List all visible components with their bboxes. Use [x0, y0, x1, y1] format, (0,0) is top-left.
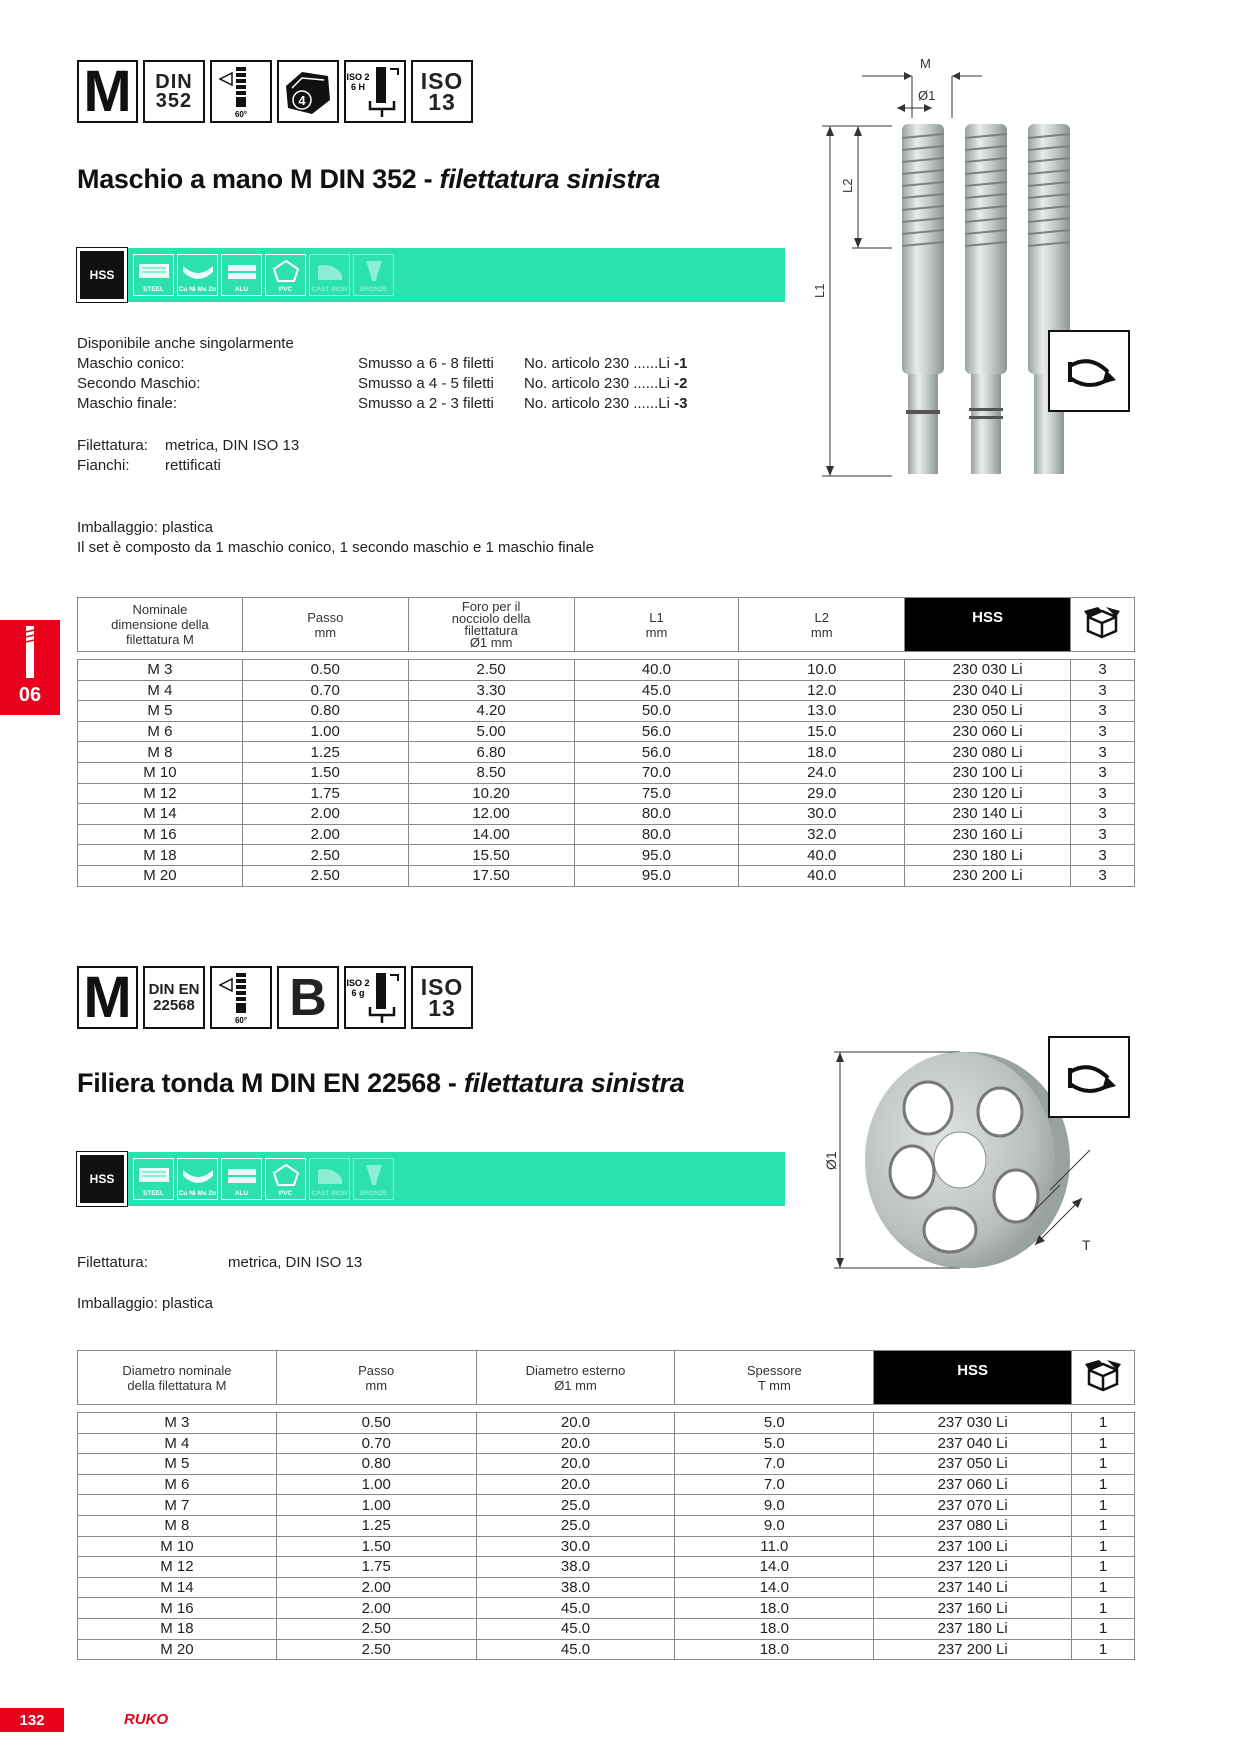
table-cell: M 16 [78, 1598, 277, 1619]
table-cell: 3.30 [408, 680, 574, 701]
table-cell: 12.00 [408, 804, 574, 825]
table-cell: 237 160 Li [874, 1598, 1072, 1619]
din-en-standard-badge: DIN EN 22568 [143, 966, 205, 1029]
table-cell: 1 [1072, 1598, 1135, 1619]
table-cell: 230 030 Li [905, 660, 1071, 681]
table-cell: 9.0 [675, 1515, 874, 1536]
material-pvc-icon: PVC [265, 254, 306, 296]
table-cell: 7.0 [675, 1454, 874, 1475]
table-cell: 20.0 [476, 1454, 675, 1475]
form-b-badge: B [277, 966, 339, 1029]
table-cell: M 10 [78, 1536, 277, 1557]
table-cell: 230 200 Li [905, 865, 1071, 886]
left-hand-thread-icon [1048, 1036, 1130, 1118]
thread-label: Filettatura: [77, 1254, 148, 1271]
table-cell: 12.0 [739, 680, 905, 701]
table-cell: 45.0 [476, 1618, 675, 1639]
taps-diagram [812, 58, 1132, 478]
table-cell: 237 030 Li [874, 1413, 1072, 1434]
table-row [78, 1536, 1135, 1557]
variant-name: Maschio finale: [77, 395, 178, 412]
table-cell: 3 [1071, 865, 1135, 886]
variant-chamfer: Smusso a 4 - 5 filetti [358, 375, 494, 392]
table-cell: 40.0 [574, 660, 739, 681]
table-cell: 230 080 Li [905, 742, 1071, 763]
table-cell: 1 [1072, 1557, 1135, 1578]
table-cell: 3 [1071, 804, 1135, 825]
svg-text:60°: 60° [234, 1015, 248, 1025]
svg-text:Ø1: Ø1 [918, 88, 936, 103]
table-cell: 18.0 [675, 1598, 874, 1619]
table-cell: M 3 [78, 1413, 277, 1434]
variant-name: Maschio conico: [77, 355, 185, 372]
table-cell: 17.50 [408, 865, 574, 886]
package-box-icon [1084, 607, 1120, 639]
table-cell: M 8 [78, 1515, 277, 1536]
flanks-value: rettificati [165, 457, 221, 474]
material-bronze-icon: BRONZE [353, 1158, 394, 1200]
table-cell: 237 040 Li [874, 1433, 1072, 1454]
table-cell: 45.0 [574, 680, 739, 701]
table-row [78, 1495, 1135, 1516]
svg-text:L1: L1 [812, 283, 827, 298]
table-cell: 2.00 [276, 1598, 476, 1619]
table-cell: 3 [1071, 824, 1135, 845]
table-cell: 80.0 [574, 824, 739, 845]
table-cell: M 20 [78, 865, 243, 886]
table-cell: 230 100 Li [905, 762, 1071, 783]
table-cell: 95.0 [574, 845, 739, 866]
table-cell: M 6 [78, 721, 243, 742]
svg-text:ISO 2: ISO 2 [346, 71, 370, 82]
table-cell: M 12 [78, 1557, 277, 1578]
table-cell: 0.80 [242, 701, 408, 722]
table-cell: 20.0 [476, 1413, 675, 1434]
hss-badge: HSS [77, 248, 127, 302]
table-cell: 30.0 [739, 804, 905, 825]
table-cell: 2.50 [242, 865, 408, 886]
chamfer-form-icon [277, 60, 339, 123]
table-row [78, 1474, 1135, 1495]
table-cell: 20.0 [476, 1474, 675, 1495]
table-cell: 15.0 [739, 721, 905, 742]
table-cell: 237 140 Li [874, 1577, 1072, 1598]
table-cell: 237 120 Li [874, 1557, 1072, 1578]
svg-text:Ø1: Ø1 [823, 1151, 839, 1170]
table-cell: 20.0 [476, 1433, 675, 1454]
table-cell: 18.0 [739, 742, 905, 763]
table-cell: M 8 [78, 742, 243, 763]
page-title: Maschio a mano M DIN 352 - filettatura sinistra [77, 164, 661, 194]
table-cell: 2.50 [242, 845, 408, 866]
table-cell: 3 [1071, 701, 1135, 722]
table-cell: 2.50 [276, 1618, 476, 1639]
table-cell: 40.0 [739, 865, 905, 886]
table-row [78, 1618, 1135, 1639]
material-steel-icon: STEEL [133, 1158, 174, 1200]
table-row [78, 865, 1135, 886]
table-cell: M 16 [78, 824, 243, 845]
table-cell: 230 140 Li [905, 804, 1071, 825]
variant-article: No. articolo 230 ......Li -2 [524, 375, 688, 392]
table-cell: 237 060 Li [874, 1474, 1072, 1495]
table-cell: 0.80 [276, 1454, 476, 1475]
table-row [78, 721, 1135, 742]
table-cell: 1.75 [276, 1557, 476, 1578]
flanks-label: Fianchi: [77, 457, 130, 474]
table-row [78, 783, 1135, 804]
set-note: Il set è composto da 1 maschio conico, 1 secondo maschio e 1 maschio finale [77, 539, 594, 556]
table-cell: 1.00 [276, 1495, 476, 1516]
svg-text:ISO 2: ISO 2 [346, 977, 370, 988]
table-cell: 95.0 [574, 865, 739, 886]
table-cell: 14.0 [675, 1557, 874, 1578]
table-row [78, 1515, 1135, 1536]
hss-badge: HSS [77, 1152, 127, 1206]
table-cell: M 14 [78, 1577, 277, 1598]
table-cell: 2.00 [276, 1577, 476, 1598]
variant-article: No. articolo 230 ......Li -3 [524, 395, 688, 412]
thread-m-icon: M [77, 60, 138, 123]
die-table [77, 1412, 1135, 1660]
table-cell: 24.0 [739, 762, 905, 783]
table-cell: 230 060 Li [905, 721, 1071, 742]
variant-name: Secondo Maschio: [77, 375, 201, 392]
table-row [78, 1639, 1135, 1660]
table-cell: M 18 [78, 845, 243, 866]
material-bronze-icon: BRONZE [353, 254, 394, 296]
table-cell: 237 180 Li [874, 1618, 1072, 1639]
svg-text:4: 4 [298, 92, 306, 108]
table-cell: 1 [1072, 1495, 1135, 1516]
table-cell: 3 [1071, 783, 1135, 804]
table-cell: 3 [1071, 845, 1135, 866]
thread-value: metrica, DIN ISO 13 [228, 1254, 363, 1271]
table-cell: 1 [1072, 1618, 1135, 1639]
material-alu-icon: ALU [221, 254, 262, 296]
table-cell: 38.0 [476, 1577, 675, 1598]
material-bar [77, 248, 785, 302]
material-copper-icon: Cu Ni Ms Zn [177, 254, 218, 296]
table-cell: 8.50 [408, 762, 574, 783]
package-box-icon [1085, 1360, 1121, 1392]
table-cell: 0.70 [242, 680, 408, 701]
tolerance-icon [344, 60, 406, 123]
table-cell: M 20 [78, 1639, 277, 1660]
table-cell: 15.50 [408, 845, 574, 866]
table-cell: M 14 [78, 804, 243, 825]
brand-logo: RUKO [124, 1711, 169, 1728]
table-row [78, 1413, 1135, 1434]
material-steel-icon: STEEL [133, 254, 174, 296]
tap-tool-icon [22, 626, 38, 678]
table-cell: 13.0 [739, 701, 905, 722]
packaging-note: Imballaggio: plastica [77, 519, 213, 536]
table-cell: 5.0 [675, 1413, 874, 1434]
variant-chamfer: Smusso a 6 - 8 filetti [358, 355, 494, 372]
table-cell: 1.25 [242, 742, 408, 763]
table-cell: 0.50 [242, 660, 408, 681]
table-cell: 30.0 [476, 1536, 675, 1557]
table-cell: 5.0 [675, 1433, 874, 1454]
tap-table [77, 659, 1135, 887]
variant-article: No. articolo 230 ......Li -1 [524, 355, 688, 372]
table-cell: 25.0 [476, 1495, 675, 1516]
table-cell: 25.0 [476, 1515, 675, 1536]
table-cell: 3 [1071, 680, 1135, 701]
table-cell: 1.00 [242, 721, 408, 742]
table-cell: 1 [1072, 1433, 1135, 1454]
table-cell: 10.0 [739, 660, 905, 681]
table-row [78, 845, 1135, 866]
table-cell: M 4 [78, 1433, 277, 1454]
table-cell: 2.00 [242, 804, 408, 825]
table-cell: 9.0 [675, 1495, 874, 1516]
table-row [78, 824, 1135, 845]
table-cell: 1 [1072, 1639, 1135, 1660]
table-cell: 18.0 [675, 1639, 874, 1660]
table-cell: 237 070 Li [874, 1495, 1072, 1516]
header-package [1072, 1351, 1135, 1405]
table-cell: 18.0 [675, 1618, 874, 1639]
table-row [78, 804, 1135, 825]
header-pitch: Passo mm [276, 1351, 476, 1405]
tolerance-icon [344, 966, 406, 1029]
header-hss: HSS [874, 1351, 1072, 1405]
table-cell: 11.0 [675, 1536, 874, 1557]
table-cell: 38.0 [476, 1557, 675, 1578]
thread-label: Filettatura: [77, 437, 148, 454]
table-cell: 45.0 [476, 1639, 675, 1660]
table-row [78, 660, 1135, 681]
table-cell: 32.0 [739, 824, 905, 845]
din-standard-badge: DIN 352 [143, 60, 205, 123]
table-cell: 1 [1072, 1454, 1135, 1475]
table-cell: M 4 [78, 680, 243, 701]
table-row [78, 1454, 1135, 1475]
table-cell: 40.0 [739, 845, 905, 866]
iso-standard-badge: ISO 13 [411, 966, 473, 1029]
chapter-tab [0, 620, 60, 715]
table-cell: 4.20 [408, 701, 574, 722]
table-cell: 14.0 [675, 1577, 874, 1598]
material-cast-iron-icon: CAST IRON [309, 1158, 350, 1200]
table-cell: 2.00 [242, 824, 408, 845]
table-cell: 29.0 [739, 783, 905, 804]
table-cell: 237 100 Li [874, 1536, 1072, 1557]
section-title: Filiera tonda M DIN EN 22568 - filettatura sinistra [77, 1068, 685, 1098]
table-cell: 70.0 [574, 762, 739, 783]
iso-standard-badge: ISO 13 [411, 60, 473, 123]
table-cell: 3 [1071, 660, 1135, 681]
header-hss: HSS [905, 598, 1071, 652]
table-row [78, 1433, 1135, 1454]
header-package [1070, 598, 1134, 652]
table-cell: 1 [1072, 1474, 1135, 1495]
material-pvc-icon: PVC [265, 1158, 306, 1200]
table-cell: 80.0 [574, 804, 739, 825]
table-cell: 230 180 Li [905, 845, 1071, 866]
table-cell: 230 050 Li [905, 701, 1071, 722]
table-cell: 3 [1071, 721, 1135, 742]
table-cell: M 3 [78, 660, 243, 681]
table-cell: 14.00 [408, 824, 574, 845]
thread-angle-icon [210, 966, 272, 1029]
table-cell: 230 040 Li [905, 680, 1071, 701]
table-cell: 56.0 [574, 742, 739, 763]
table-cell: 0.70 [276, 1433, 476, 1454]
thread-m-icon: M [77, 966, 138, 1029]
table-cell: 6.80 [408, 742, 574, 763]
tap-table-header [77, 597, 1135, 652]
left-hand-thread-icon [1048, 330, 1130, 412]
table-cell: M 10 [78, 762, 243, 783]
table-cell: 237 080 Li [874, 1515, 1072, 1536]
table-cell: 10.20 [408, 783, 574, 804]
table-cell: M 18 [78, 1618, 277, 1639]
svg-text:T: T [1082, 1237, 1091, 1253]
page-number: 132 [0, 1708, 64, 1732]
header-l2: L2 mm [739, 598, 905, 652]
header-l1: L1 mm [574, 598, 739, 652]
svg-text:6 g: 6 g [351, 987, 365, 998]
table-cell: M 6 [78, 1474, 277, 1495]
availability-note: Disponibile anche singolarmente [77, 335, 294, 352]
table-cell: M 12 [78, 783, 243, 804]
header-nominal: Nominale dimensione della filettatura M [78, 598, 243, 652]
table-row [78, 701, 1135, 722]
table-cell: M 7 [78, 1495, 277, 1516]
header-outer-diameter: Diametro esterno Ø1 mm [476, 1351, 675, 1405]
table-cell: 1.75 [242, 783, 408, 804]
table-cell: 5.00 [408, 721, 574, 742]
table-cell: 3 [1071, 742, 1135, 763]
table-cell: 230 160 Li [905, 824, 1071, 845]
table-cell: 1 [1072, 1413, 1135, 1434]
chapter-number: 06 [18, 684, 42, 706]
table-cell: M 5 [78, 701, 243, 722]
table-cell: 0.50 [276, 1413, 476, 1434]
packaging-note: Imballaggio: plastica [77, 1295, 213, 1312]
table-cell: 1 [1072, 1577, 1135, 1598]
table-cell: 45.0 [476, 1598, 675, 1619]
table-row [78, 742, 1135, 763]
table-cell: 237 050 Li [874, 1454, 1072, 1475]
table-row [78, 1577, 1135, 1598]
table-cell: 1.00 [276, 1474, 476, 1495]
material-bar [77, 1152, 785, 1206]
table-cell: 1.25 [276, 1515, 476, 1536]
material-alu-icon: ALU [221, 1158, 262, 1200]
table-cell: 2.50 [276, 1639, 476, 1660]
svg-text:60°: 60° [234, 109, 248, 119]
header-thickness: Spessore T mm [675, 1351, 874, 1405]
header-pitch: Passo mm [242, 598, 408, 652]
svg-text:M: M [920, 58, 931, 71]
table-cell: 1 [1072, 1515, 1135, 1536]
table-cell: 230 120 Li [905, 783, 1071, 804]
header-nominal: Diametro nominale della filettatura M [78, 1351, 277, 1405]
svg-text:6 H: 6 H [350, 81, 366, 92]
table-cell: 237 200 Li [874, 1639, 1072, 1660]
material-copper-icon: Cu Ni Ms Zn [177, 1158, 218, 1200]
variant-chamfer: Smusso a 2 - 3 filetti [358, 395, 494, 412]
table-row [78, 1557, 1135, 1578]
table-cell: M 5 [78, 1454, 277, 1475]
table-cell: 7.0 [675, 1474, 874, 1495]
table-cell: 75.0 [574, 783, 739, 804]
thread-angle-icon [210, 60, 272, 123]
svg-text:L2: L2 [840, 178, 855, 193]
table-row [78, 1598, 1135, 1619]
die-table-header [77, 1350, 1135, 1405]
table-cell: 1.50 [242, 762, 408, 783]
table-row [78, 680, 1135, 701]
thread-value: metrica, DIN ISO 13 [165, 437, 300, 454]
table-cell: 50.0 [574, 701, 739, 722]
table-cell: 1.50 [276, 1536, 476, 1557]
table-cell: 56.0 [574, 721, 739, 742]
table-cell: 2.50 [408, 660, 574, 681]
table-row [78, 762, 1135, 783]
header-hole: Foro per il nocciolo della filettatura Ø1 mm [408, 598, 574, 652]
table-cell: 1 [1072, 1536, 1135, 1557]
material-cast-iron-icon: CAST IRON [309, 254, 350, 296]
table-cell: 3 [1071, 762, 1135, 783]
